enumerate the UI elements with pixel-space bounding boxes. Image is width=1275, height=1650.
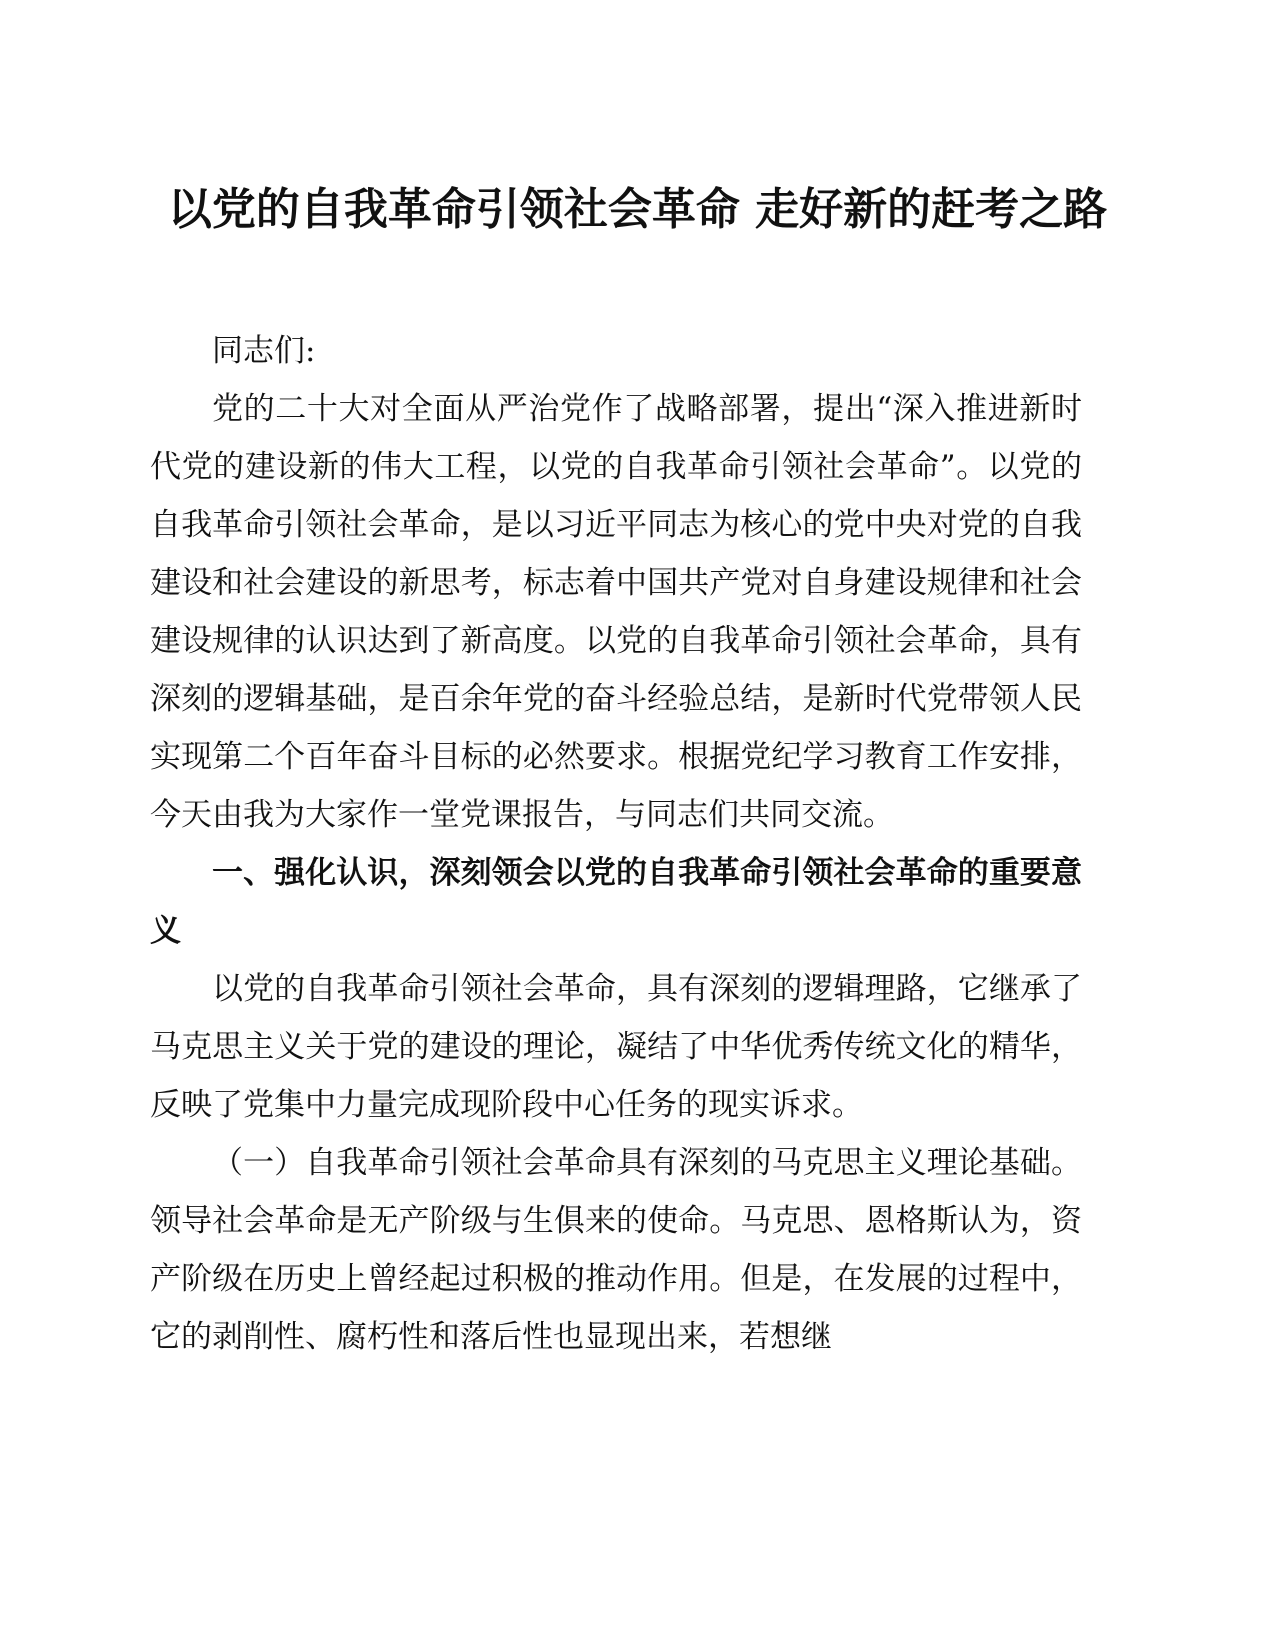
section-heading: 一、强化认识，深刻领会以党的自我革命引领社会革命的重要意义 [150,855,1082,949]
document-body [150,322,1082,1366]
salutation: 同志们: [212,333,316,369]
section-paragraph: 以党的自我革命引领社会革命，具有深刻的逻辑理路，它继承了马克思主义关于党的建设的理论，凝结了中华优秀传统文化的精华，反映了党集中力量完成现阶段中心任务的现实诉求。 [150,971,1082,1123]
subsection-paragraph: （一）自我革命引领社会革命具有深刻的马克思主义理论基础。领导社会革命是无产阶级与生俱来的使命。马克思、恩格斯认为，资产阶级在历史上曾经起过积极的推动作用。但是，在发展的过程中，它的剥削性、腐朽性和落后性也显现出来，若想继 [150,1145,1082,1355]
document-title: 以党的自我革命引领社会革命 走好新的赶考之路 [167,184,1108,235]
intro-paragraph: 党的二十大对全面从严治党作了战略部署，提出“深入推进新时代党的建设新的伟大工程，以党的自我革命引领社会革命”。以党的自我革命引领社会革命，是以习近平同志为核心的党中央对党的自我建设和社会建设的新思考，标志着中国共产党对自身建设规律和社会建设规律的认识达到了新高度。以党的自我革命引领社会革命，具有深刻的逻辑基础，是百余年党的奋斗经验总结，是新时代党带领人民实现第二个百年奋斗目标的必然要求。根据党纪学习教育工作安排，今天由我为大家作一堂党课报告，与同志们共同交流。 [150,391,1082,833]
